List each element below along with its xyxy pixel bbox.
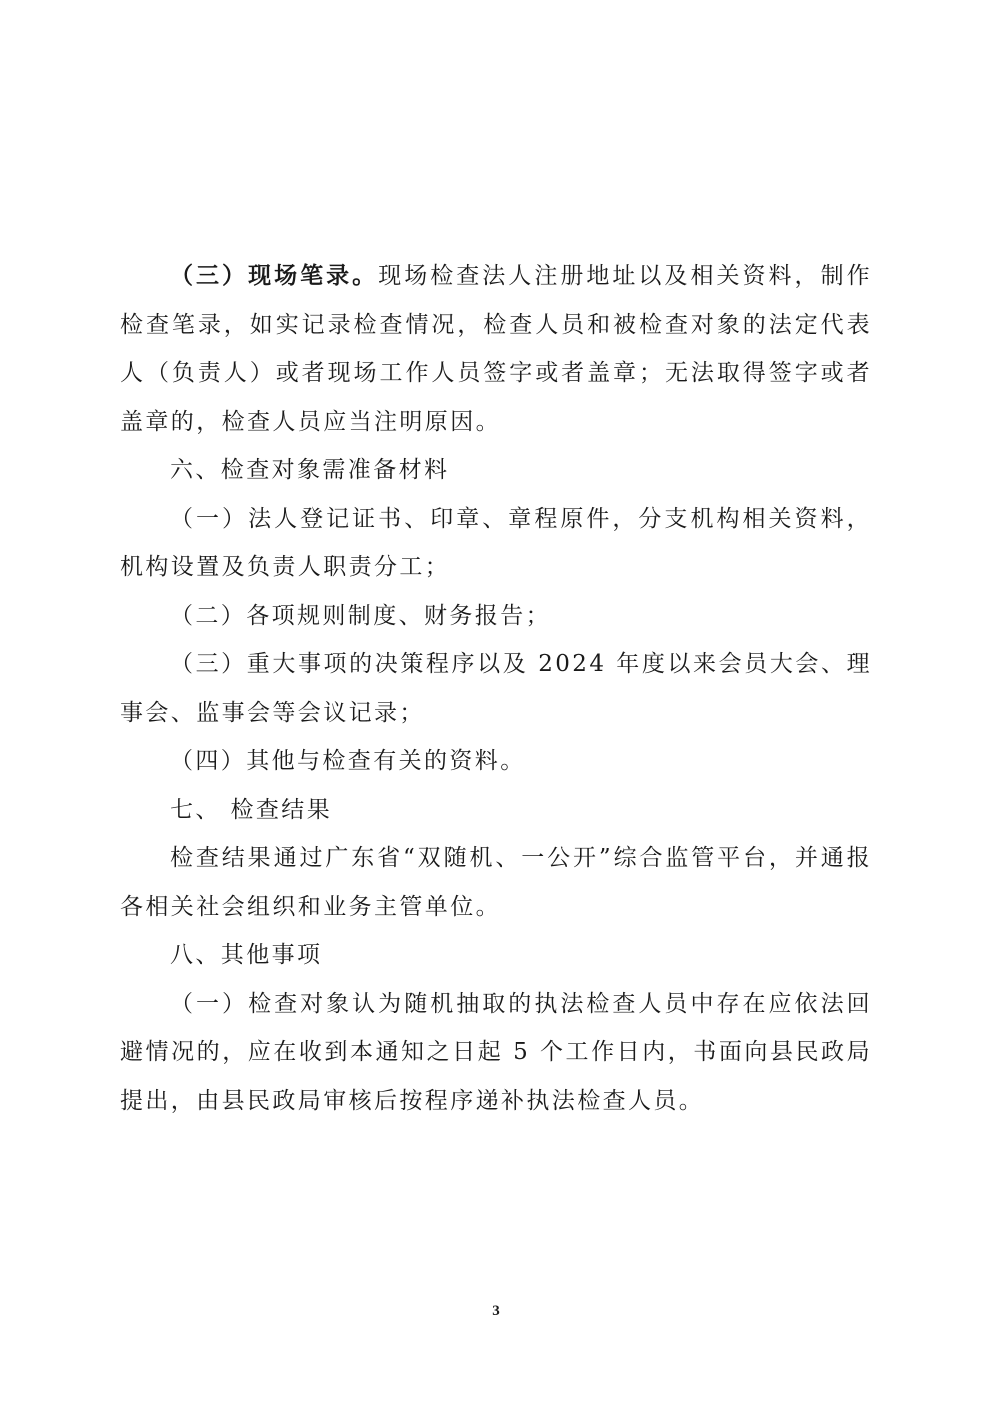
paragraph-text: （四）其他与检查有关的资料。 — [170, 748, 526, 774]
paragraph-text: 六、检查对象需准备材料 — [170, 457, 450, 483]
section-heading-results — [120, 786, 872, 835]
paragraph-text: 检查结果通过广东省“双随机、一公开”综合监管平台，并通报各相关社会组织和业务主管单位。 — [120, 845, 872, 920]
paragraph-text: 七、 检查结果 — [170, 796, 333, 823]
paragraph-text: （二）各项规则制度、财务报告； — [170, 602, 551, 629]
page-number: 3 — [492, 1303, 500, 1319]
paragraph-materials-4 — [120, 737, 872, 786]
paragraph-heading: （三）现场笔录。 — [170, 262, 379, 289]
paragraph-materials-3 — [120, 640, 872, 737]
paragraph-materials-1 — [120, 495, 872, 592]
section-heading-materials — [120, 446, 872, 495]
paragraph-text: 八、其他事项 — [170, 942, 323, 968]
paragraph-materials-2 — [120, 592, 872, 641]
paragraph-text: （三）重大事项的决策程序以及 2024 年度以来会员大会、理事会、监事会等会议记录； — [120, 651, 872, 726]
paragraph-text: 现场检查法人注册地址以及相关资料，制作检查笔录，如实记录检查情况，检查人员和被检查对象的法定代表人（负责人）或者现场工作人员签字或者盖章；无法取得签字或者盖章的，检查人员应当注明原因。 — [120, 263, 872, 435]
document-body — [120, 252, 872, 1125]
paragraph-results — [120, 834, 872, 931]
paragraph-on-site-record — [120, 252, 872, 446]
section-heading-other — [120, 931, 872, 980]
paragraph-text: （一）法人登记证书、印章、章程原件，分支机构相关资料，机构设置及负责人职责分工； — [120, 505, 872, 580]
paragraph-text: （一）检查对象认为随机抽取的执法检查人员中存在应依法回避情况的，应在收到本通知之日起 5 个工作日内，书面向县民政局提出，由县民政局审核后按程序递补执法检查人员。 — [120, 990, 872, 1114]
paragraph-other-1 — [120, 980, 872, 1126]
